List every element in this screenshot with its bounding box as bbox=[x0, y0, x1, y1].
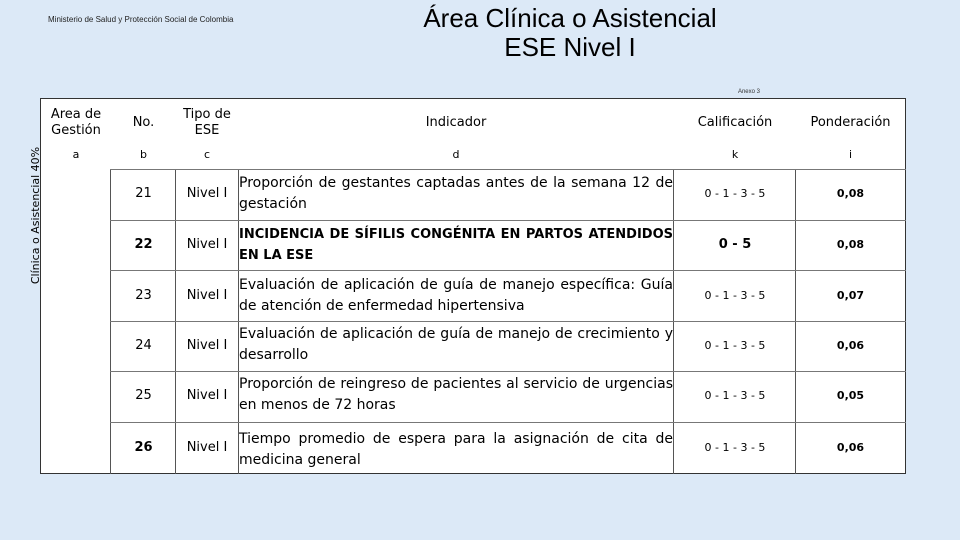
letter-c: c bbox=[203, 148, 211, 161]
page-title bbox=[370, 4, 770, 62]
row-25-ponderacion: 0,05 bbox=[836, 389, 865, 402]
row-21-calificacion: 0 - 1 - 3 - 5 bbox=[704, 187, 766, 200]
letter-b: b bbox=[140, 148, 147, 161]
row-26-calificacion: 0 - 1 - 3 - 5 bbox=[704, 441, 766, 454]
divider bbox=[110, 169, 906, 170]
row-25-calificacion: 0 - 1 - 3 - 5 bbox=[704, 389, 766, 402]
row-22-ponderacion: 0,08 bbox=[836, 238, 865, 251]
divider bbox=[110, 270, 906, 271]
row-24-indicador: Evaluación de aplicación de guía de manejo de crecimiento y desarrollo bbox=[239, 326, 673, 363]
row-26-no: 26 bbox=[134, 440, 153, 455]
area-vertical-label bbox=[26, 135, 46, 295]
row-23-no: 23 bbox=[135, 288, 152, 303]
divider bbox=[110, 321, 906, 322]
row-25-indicador: Proporción de reingreso de pacientes al servicio de urgencias en menos de 72 horas bbox=[239, 376, 673, 413]
row-22-indicador: INCIDENCIA DE SÍFILIS CONGÉNITA EN PARTOS ATENDIDOS EN LA ESE bbox=[239, 227, 673, 263]
row-25-tipo: Nivel I bbox=[186, 388, 228, 403]
indicator-table bbox=[40, 98, 906, 474]
row-25-no: 25 bbox=[135, 388, 152, 403]
letter-d: d bbox=[452, 148, 460, 161]
letter-k: k bbox=[731, 148, 739, 161]
row-24-calificacion: 0 - 1 - 3 - 5 bbox=[704, 339, 766, 352]
row-26-tipo: Nivel I bbox=[186, 440, 228, 455]
row-21-ponderacion: 0,08 bbox=[836, 187, 865, 200]
annex-label: Anexo 3 bbox=[737, 89, 760, 95]
row-23-ponderacion: 0,07 bbox=[836, 289, 865, 302]
row-22-no: 22 bbox=[134, 237, 153, 252]
letter-i: i bbox=[848, 148, 853, 161]
page-title-line2: ESE Nivel I bbox=[504, 32, 636, 62]
header-ponderacion: Ponderación bbox=[810, 115, 891, 130]
row-21-no: 21 bbox=[135, 186, 152, 201]
row-22-calificacion: 0 - 5 bbox=[718, 237, 752, 252]
row-21-indicador: Proporción de gestantes captadas antes de la semana 12 de gestación bbox=[239, 175, 673, 212]
row-21-tipo: Nivel I bbox=[186, 186, 228, 201]
header-no: No. bbox=[132, 115, 155, 130]
divider bbox=[110, 371, 906, 372]
page-title-line1: Área Clínica o Asistencial bbox=[423, 3, 717, 33]
area-vertical-label-text: Clínica o Asistencial 40% bbox=[29, 146, 43, 284]
row-24-tipo: Nivel I bbox=[186, 338, 228, 353]
row-23-tipo: Nivel I bbox=[186, 288, 228, 303]
header-indicador: Indicador bbox=[425, 115, 487, 130]
row-26-ponderacion: 0,06 bbox=[836, 441, 865, 454]
row-23-calificacion: 0 - 1 - 3 - 5 bbox=[704, 289, 766, 302]
row-24-no: 24 bbox=[135, 338, 152, 353]
ministry-label: Ministerio de Salud y Protección Social de Colombia bbox=[48, 15, 234, 24]
letter-a: a bbox=[72, 148, 80, 161]
row-22-tipo: Nivel I bbox=[186, 237, 228, 252]
header-tipo: Tipo de ESE bbox=[183, 107, 231, 138]
header-area: Area de Gestión bbox=[50, 107, 102, 138]
row-26-indicador: Tiempo promedio de espera para la asignación de cita de medicina general bbox=[239, 431, 673, 468]
row-23-indicador: Evaluación de aplicación de guía de manejo específica: Guía de atención de enfermedad hipertensiva bbox=[239, 277, 673, 314]
row-24-ponderacion: 0,06 bbox=[836, 339, 865, 352]
divider bbox=[110, 422, 906, 423]
header-calificacion: Calificación bbox=[697, 115, 773, 130]
divider bbox=[110, 220, 906, 221]
